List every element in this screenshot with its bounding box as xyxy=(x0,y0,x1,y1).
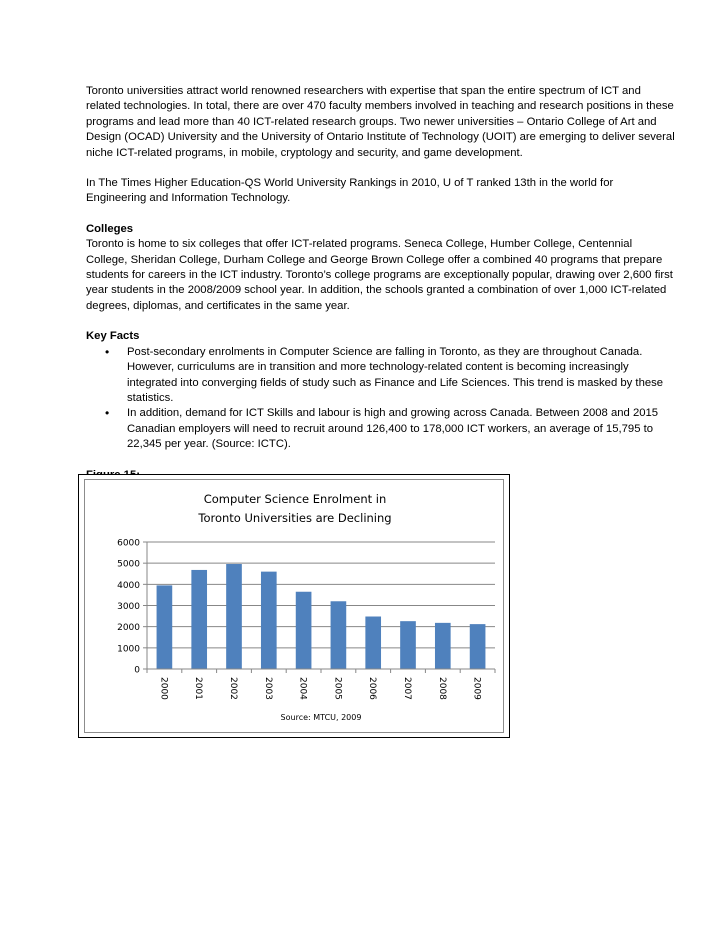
x-tick-label: 2003 xyxy=(262,677,273,700)
chart-area xyxy=(84,479,504,733)
x-tick-label: 2002 xyxy=(228,677,238,700)
fact-text: Post-secondary enrolments in Computer Science are falling in Toronto, as they are throughout Canada. However, curriculums are in transition and more technology-related content is becoming increasingly integrated into converging fields of study such as Finance and Life Sciences. This trend is masked by these statistics. xyxy=(127,345,664,404)
figure-frame xyxy=(78,474,510,738)
bar-2007 xyxy=(400,621,416,669)
bar-2002 xyxy=(226,564,242,669)
document-body xyxy=(86,84,676,483)
list-item xyxy=(86,406,676,452)
x-tick-label: 2007 xyxy=(402,677,412,700)
bar-2006 xyxy=(365,617,381,669)
x-tick-label: 2004 xyxy=(297,677,308,700)
chart-title-line2: Toronto Universities are Declining xyxy=(198,511,392,525)
y-tick-label: 1000 xyxy=(117,644,140,655)
y-tick-label: 2000 xyxy=(117,623,140,634)
y-tick-label: 0 xyxy=(134,665,140,676)
chart-title-line1: Computer Science Enrolment in xyxy=(203,492,387,506)
bullet-icon: • xyxy=(105,344,110,359)
x-tick-label: 2006 xyxy=(367,677,378,700)
bar-chart xyxy=(85,480,505,734)
list-item xyxy=(86,345,676,407)
bar-2005 xyxy=(331,601,347,669)
y-tick-label: 4000 xyxy=(117,580,140,591)
y-tick-label: 6000 xyxy=(117,538,140,549)
bar-2004 xyxy=(296,592,312,669)
paragraph-universities: Toronto universities attract world renowned researchers with expertise that span the entire spectrum of ICT and related technologies. In total, there are over 470 faculty members involved in teaching and research positions in these programs and lead more than 40 ICT-related research groups. Two newer universities – Ontario College of Art and Design (OCAD) University and the University of Ontario Institute of Technology (UOIT) are emerging to deliver several niche ICT-related programs, in mobile, cryptology and security, and game development. xyxy=(86,85,675,159)
paragraph-colleges: Toronto is home to six colleges that offer ICT-related programs. Seneca College, Humber College, Centennial College, Sheridan College, Durham College and George Brown College offer a combined 40 programs that prepare students for careers in the ICT industry. Toronto’s college programs are exceptionally popular, drawing over 2,600 first year students in the 2008/2009 school year. In addition, the schools granted a combination of over 1,000 ICT-related degrees, diplomas, and certificates in the same year. xyxy=(86,238,673,312)
x-tick-label: 2008 xyxy=(436,677,447,700)
x-tick-label: 2009 xyxy=(471,677,482,700)
x-tick-label: 2005 xyxy=(332,677,343,700)
chart-source: Source: MTCU, 2009 xyxy=(280,713,362,722)
bar-2001 xyxy=(191,570,207,669)
heading-key-facts: Key Facts xyxy=(86,330,140,343)
y-tick-label: 3000 xyxy=(117,602,140,612)
fact-text: In addition, demand for ICT Skills and labour is high and growing across Canada. Between 2008 and 2015 Canadian employers will need to recruit around 126,400 to 178,000 ICT workers, an average of 15,795 to 22,345 per year. (Source: ICTC). xyxy=(127,407,659,451)
x-tick-label: 2001 xyxy=(193,677,204,700)
bar-2003 xyxy=(261,572,277,669)
paragraph-rankings: In The Times Higher Education-QS World University Rankings in 2010, U of T ranked 13th in the world for Engineering and Information Technology. xyxy=(86,177,614,205)
y-tick-label: 5000 xyxy=(117,559,140,570)
bar-2000 xyxy=(157,585,173,669)
x-tick-label: 2000 xyxy=(158,677,169,700)
bar-2009 xyxy=(470,624,486,669)
heading-colleges: Colleges xyxy=(86,222,134,235)
bar-2008 xyxy=(435,623,451,669)
bullet-icon: • xyxy=(105,406,110,421)
key-facts-list xyxy=(86,345,676,453)
